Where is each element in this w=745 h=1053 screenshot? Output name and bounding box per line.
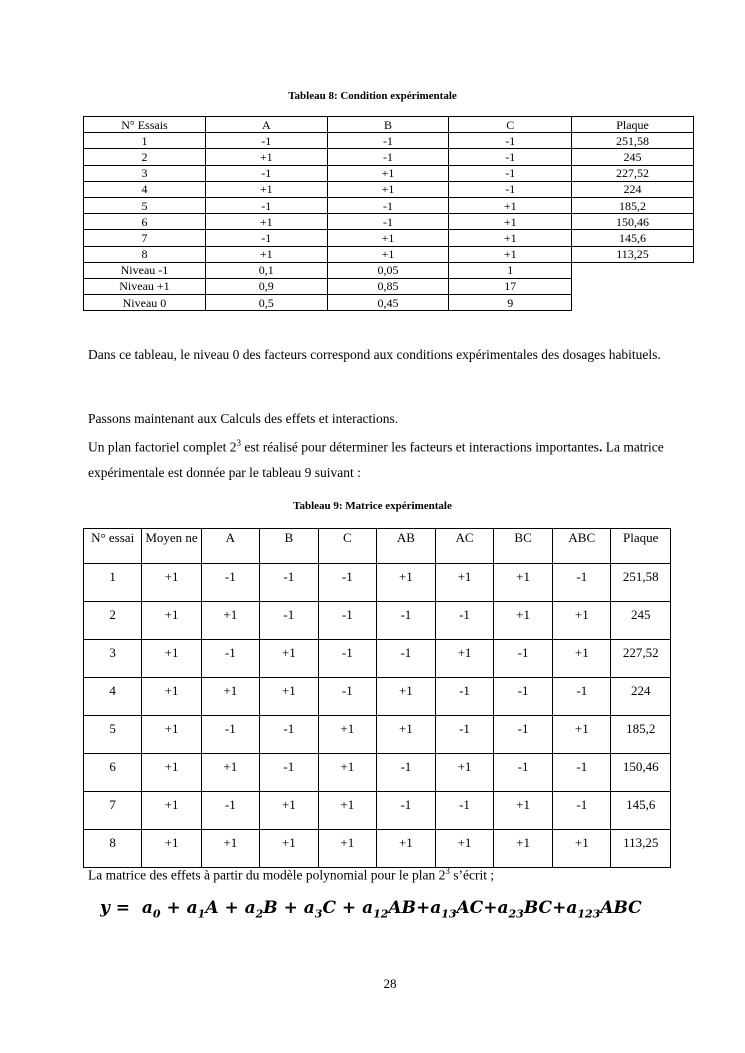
table9-cell: +1 [376, 678, 435, 716]
equation-variable: A [205, 898, 219, 918]
equation-coef: a [141, 898, 153, 918]
paragraph-niveau: Dans ce tableau, le niveau 0 des facteurs correspond aux conditions expérimentales des dosages habituels. [88, 347, 661, 362]
table8-header-row [84, 117, 694, 133]
table9-cell: +1 [318, 830, 376, 868]
table8-cell: -1 [449, 181, 572, 197]
equation-equals: = [109, 898, 142, 918]
table9-cell: +1 [142, 602, 202, 640]
table9-cell: 145,6 [611, 792, 671, 830]
table9-header-cell: B [259, 529, 318, 564]
table9-cell: -1 [376, 792, 435, 830]
table8-cell: 145,6 [572, 230, 694, 246]
table9-cell: 185,2 [611, 716, 671, 754]
table9-header-cell: BC [494, 529, 553, 564]
table8-cell: -1 [205, 133, 327, 149]
table8-cell: 224 [572, 181, 694, 197]
table9-cell: 150,46 [611, 754, 671, 792]
table8-row [84, 181, 694, 197]
table8-cell: -1 [205, 197, 327, 213]
equation-subscript: 0 [152, 907, 161, 921]
table8-cell: -1 [449, 133, 572, 149]
table9-cell: -1 [201, 640, 259, 678]
table9-header-cell: A [201, 529, 259, 564]
table9-header-cell: AC [435, 529, 493, 564]
table8-cell: 3 [84, 165, 206, 181]
equation-operator: + [160, 898, 187, 918]
table8-header-cell: Plaque [572, 117, 694, 133]
table9-cell: +1 [553, 716, 611, 754]
equation-coef: a [186, 898, 198, 918]
table9-header-cell: AB [376, 529, 435, 564]
equation-lhs: y [100, 898, 110, 918]
table9-cell: +1 [376, 716, 435, 754]
table9-cell: -1 [201, 716, 259, 754]
table9-cell: +1 [142, 716, 202, 754]
table9-cell: 113,25 [611, 830, 671, 868]
table8-row [84, 230, 694, 246]
table9-cell: -1 [435, 792, 493, 830]
table9-cell: -1 [376, 602, 435, 640]
empty-cell [572, 262, 694, 278]
table9-cell: +1 [259, 830, 318, 868]
equation-variable: AC [456, 898, 484, 918]
table9-cell: +1 [259, 678, 318, 716]
equation-coef: a [303, 898, 315, 918]
polynomial-equation [100, 898, 642, 920]
table9-cell: +1 [435, 640, 493, 678]
table8-level-cell: 0,5 [205, 295, 327, 311]
table9-cell: +1 [494, 564, 553, 602]
table9-cell: 7 [84, 792, 142, 830]
table8-row [84, 165, 694, 181]
equation-variable: C [322, 898, 336, 918]
equation-subscript: 12 [373, 907, 389, 921]
table9-cell: -1 [553, 564, 611, 602]
empty-cell [572, 278, 694, 294]
table9-caption: Tableau 9: Matrice expérimentale [293, 500, 452, 512]
table8-header-cell: C [449, 117, 572, 133]
equation-coef: a [244, 898, 256, 918]
equation-variable: ABC [600, 898, 642, 918]
table-8 [83, 116, 694, 311]
table9-cell: -1 [318, 678, 376, 716]
table9-cell: +1 [376, 564, 435, 602]
paragraph-text: La matrice expérimentale est donnée par le tableau 9 suivant : [88, 439, 664, 480]
table9-row [84, 564, 671, 602]
table9-cell: -1 [201, 792, 259, 830]
table8-level-cell: Niveau +1 [84, 278, 206, 294]
table9-cell: +1 [201, 602, 259, 640]
table9-cell: +1 [376, 830, 435, 868]
table9-cell: +1 [142, 564, 202, 602]
table9-cell: +1 [435, 564, 493, 602]
table8-level-cell: 0,9 [205, 278, 327, 294]
table8-row [84, 246, 694, 262]
table9-cell: -1 [376, 754, 435, 792]
table8-level-cell: 0,1 [205, 262, 327, 278]
table9-cell: -1 [553, 678, 611, 716]
table8-header-cell: B [327, 117, 449, 133]
table8-cell: -1 [327, 133, 449, 149]
table9-cell: 227,52 [611, 640, 671, 678]
table8-cell: -1 [449, 149, 572, 165]
table8-header-cell: A [205, 117, 327, 133]
table8-cell: +1 [449, 246, 572, 262]
table9-cell: +1 [259, 792, 318, 830]
table8-cell: +1 [327, 230, 449, 246]
superscript: 3 [236, 438, 241, 448]
table9-cell: -1 [259, 602, 318, 640]
page-number: 28 [383, 976, 397, 991]
table8-cell: 4 [84, 181, 206, 197]
table9-cell: +1 [142, 792, 202, 830]
table8-cell: 8 [84, 246, 206, 262]
table9-cell: -1 [435, 602, 493, 640]
empty-cell [572, 295, 694, 311]
equation-operator: + [552, 898, 567, 918]
equation-subscript: 13 [441, 907, 457, 921]
table9-cell: 6 [84, 754, 142, 792]
table9-cell: +1 [435, 830, 493, 868]
table8-cell: -1 [327, 197, 449, 213]
table8-cell: +1 [205, 246, 327, 262]
table8-level-row [84, 262, 694, 278]
table9-cell: -1 [376, 640, 435, 678]
table8-cell: +1 [205, 149, 327, 165]
table8-cell: -1 [327, 149, 449, 165]
table8-cell: -1 [205, 165, 327, 181]
table8-cell: -1 [205, 230, 327, 246]
equation-coef: a [430, 898, 442, 918]
table8-level-cell: 0,85 [327, 278, 449, 294]
equation-variable: B [263, 898, 278, 918]
table8-cell: +1 [449, 230, 572, 246]
table9-cell: -1 [553, 792, 611, 830]
equation-subscript: 123 [577, 907, 601, 921]
table-9 [83, 528, 671, 868]
table9-cell: 8 [84, 830, 142, 868]
equation-subscript: 23 [508, 907, 524, 921]
table9-row [84, 678, 671, 716]
table9-cell: -1 [494, 754, 553, 792]
equation-coef: a [497, 898, 509, 918]
equation-variable: AB [388, 898, 416, 918]
equation-variable: BC [523, 898, 553, 918]
table9-row [84, 754, 671, 792]
table9-cell: +1 [435, 754, 493, 792]
table9-cell: -1 [318, 564, 376, 602]
equation-operator: + [277, 898, 304, 918]
table8-cell: +1 [327, 165, 449, 181]
table9-cell: -1 [318, 602, 376, 640]
table8-cell: +1 [205, 181, 327, 197]
table8-cell: 185,2 [572, 197, 694, 213]
table9-cell: +1 [553, 830, 611, 868]
table9-cell: -1 [259, 716, 318, 754]
table9-row [84, 640, 671, 678]
equation-subscript: 1 [197, 907, 206, 921]
equation-operator: + [483, 898, 498, 918]
table9-cell: +1 [318, 754, 376, 792]
table9-cell: -1 [435, 716, 493, 754]
table8-cell: 6 [84, 214, 206, 230]
table9-cell: -1 [435, 678, 493, 716]
table8-cell: -1 [327, 214, 449, 230]
table9-cell: +1 [553, 602, 611, 640]
equation-operator: + [335, 898, 363, 918]
table9-cell: +1 [318, 716, 376, 754]
table9-row [84, 716, 671, 754]
table9-cell: -1 [318, 640, 376, 678]
table9-cell: -1 [494, 640, 553, 678]
table9-cell: 245 [611, 602, 671, 640]
paragraph-text: Un plan factoriel complet 2 [88, 439, 237, 455]
table9-cell: 4 [84, 678, 142, 716]
table9-cell: +1 [142, 678, 202, 716]
paragraph-calculs-line1: Passons maintenant aux Calculs des effets et interactions. [88, 411, 399, 426]
table9-cell: +1 [201, 754, 259, 792]
paragraph-calculs [88, 406, 688, 485]
table8-cell: 251,58 [572, 133, 694, 149]
table9-header-cell: N° essai [84, 529, 142, 564]
table8-level-cell: 1 [449, 262, 572, 278]
table8-level-cell: 17 [449, 278, 572, 294]
table9-header-cell: C [318, 529, 376, 564]
table9-cell: -1 [259, 564, 318, 602]
table8-cell: -1 [449, 165, 572, 181]
table8-level-cell: 9 [449, 295, 572, 311]
equation-operator: + [218, 898, 245, 918]
table9-header-cell: Moyen ne [142, 529, 202, 564]
table9-cell: -1 [259, 754, 318, 792]
table9-header-cell: ABC [553, 529, 611, 564]
paragraph-text: est réalisé pour déterminer les facteurs et interactions importantes [240, 439, 599, 455]
table8-cell: 5 [84, 197, 206, 213]
table9-cell: 2 [84, 602, 142, 640]
table9-cell: -1 [553, 754, 611, 792]
table8-cell: 245 [572, 149, 694, 165]
table8-level-cell: Niveau -1 [84, 262, 206, 278]
table8-cell: 150,46 [572, 214, 694, 230]
table8-cell: +1 [449, 197, 572, 213]
table9-cell: 5 [84, 716, 142, 754]
table9-cell: -1 [494, 678, 553, 716]
superscript: 3 [445, 866, 450, 876]
table8-row [84, 214, 694, 230]
table8-level-cell: 0,45 [327, 295, 449, 311]
table8-cell: +1 [327, 181, 449, 197]
table9-cell: +1 [494, 602, 553, 640]
table9-cell: +1 [201, 830, 259, 868]
equation-coef: a [566, 898, 578, 918]
table9-row [84, 792, 671, 830]
table9-cell: -1 [201, 564, 259, 602]
table9-cell: -1 [494, 716, 553, 754]
table9-cell: +1 [201, 678, 259, 716]
table9-cell: 3 [84, 640, 142, 678]
equation-subscript: 3 [314, 907, 323, 921]
table8-cell: 1 [84, 133, 206, 149]
table9-cell: +1 [142, 640, 202, 678]
table8-cell: +1 [327, 246, 449, 262]
paragraph-text: La matrice des effets à partir du modèle polynomial pour le plan 2 [88, 867, 446, 883]
table9-cell: +1 [494, 830, 553, 868]
bold-dot: . [598, 439, 603, 455]
table9-cell: 251,58 [611, 564, 671, 602]
table9-row [84, 602, 671, 640]
table8-level-row [84, 295, 694, 311]
table8-cell: 227,52 [572, 165, 694, 181]
table9-header-row [84, 529, 671, 564]
table8-caption: Tableau 8: Condition expérimentale [288, 90, 457, 102]
table8-row [84, 133, 694, 149]
table9-cell: 1 [84, 564, 142, 602]
table8-level-cell: Niveau 0 [84, 295, 206, 311]
table9-cell: +1 [259, 640, 318, 678]
table8-cell: 2 [84, 149, 206, 165]
table8-level-row [84, 278, 694, 294]
table8-row [84, 197, 694, 213]
equation-coef: a [362, 898, 374, 918]
paragraph-matrice [88, 859, 688, 888]
table9-cell: +1 [553, 640, 611, 678]
table8-cell: +1 [449, 214, 572, 230]
table9-cell: +1 [318, 792, 376, 830]
table9-header-cell: Plaque [611, 529, 671, 564]
table8-cell: +1 [205, 214, 327, 230]
table8-header-cell: N° Essais [84, 117, 206, 133]
table8-level-cell: 0,05 [327, 262, 449, 278]
table8-row [84, 149, 694, 165]
table9-cell: 224 [611, 678, 671, 716]
table8-cell: 7 [84, 230, 206, 246]
table8-cell: 113,25 [572, 246, 694, 262]
table9-cell: +1 [142, 830, 202, 868]
table9-cell: +1 [142, 754, 202, 792]
equation-operator: + [415, 898, 431, 918]
equation-subscript: 2 [255, 907, 264, 921]
table9-cell: +1 [494, 792, 553, 830]
paragraph-text: s’écrit ; [449, 867, 495, 883]
